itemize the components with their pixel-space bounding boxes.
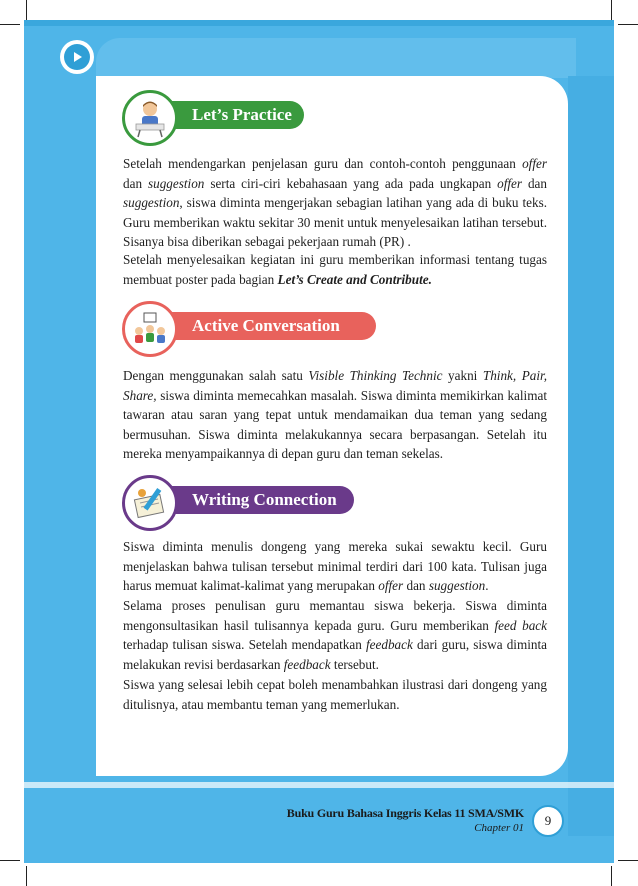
student-reading-icon bbox=[122, 90, 178, 146]
paragraph bbox=[123, 596, 547, 674]
text: tersebut. bbox=[330, 656, 379, 672]
italic-text: suggestion bbox=[123, 195, 180, 210]
footer-book-title: Buku Guru Bahasa Inggris Kelas 11 SMA/SMK bbox=[286, 806, 524, 820]
italic-text: feed back bbox=[494, 617, 547, 633]
text: terhadap tulisan siswa. Setelah mendapatkan bbox=[123, 637, 366, 652]
paragraph bbox=[123, 154, 547, 252]
italic-text: offer bbox=[522, 156, 547, 171]
section-title: Writing Connection bbox=[192, 490, 337, 509]
text: Selama proses penulisan guru memantau siswa bekerja. Siswa diminta mengonsultasikan hasil tulisannya kepada guru. Guru memberikan bbox=[123, 598, 547, 633]
paragraph bbox=[123, 675, 547, 714]
crop-mark bbox=[618, 24, 638, 25]
text: . bbox=[485, 578, 489, 593]
text: Siswa yang selesai lebih cepat boleh menambahkan ilustrasi dari dongeng yang ditulisnya, atau membantu teman yang memerlukan. bbox=[123, 677, 547, 712]
text: dan bbox=[403, 578, 429, 593]
text: serta ciri-ciri kebahasaan yang ada pada ungkapan bbox=[204, 175, 498, 191]
writing-tools-icon bbox=[122, 475, 178, 531]
crop-mark bbox=[611, 0, 612, 20]
crop-mark bbox=[0, 24, 20, 25]
italic-text: Visible Thinking Technic bbox=[308, 368, 443, 383]
section-title: Active Conversation bbox=[192, 316, 340, 335]
text: Siswa diminta menulis dongeng yang mereka sukai sewaktu kecil. Guru menjelaskan bahwa tulisan tersebut minimal terdiri dari 100 kata. Tulisan juga harus memuat kalimat-kalimat yang merupakan bbox=[123, 539, 547, 593]
frame-top-band bbox=[24, 20, 614, 26]
section-title: Let’s Practice bbox=[192, 105, 292, 124]
section-active-conversation bbox=[122, 303, 376, 363]
italic-text: feedback bbox=[283, 656, 331, 672]
crop-mark bbox=[26, 866, 27, 886]
bottom-divider bbox=[24, 782, 614, 788]
text: Dengan menggunakan salah satu bbox=[123, 368, 309, 383]
italic-text: Think, Pair, Share, bbox=[123, 368, 547, 403]
paragraph bbox=[123, 537, 547, 596]
italic-text: offer bbox=[378, 578, 404, 593]
bold-italic-text: Let’s Create and Contribute. bbox=[277, 271, 432, 287]
italic-text: feedback bbox=[366, 637, 413, 652]
text: Setelah mendengarkan penjelasan guru dan contoh-contoh penggunaan bbox=[123, 156, 523, 171]
page-number: 9 bbox=[532, 805, 564, 837]
text: dan bbox=[522, 175, 547, 191]
paragraph bbox=[123, 366, 547, 464]
footer-chapter: Chapter 01 bbox=[474, 822, 524, 834]
crop-mark bbox=[618, 860, 638, 861]
crop-mark bbox=[0, 860, 20, 861]
students-discussion-icon bbox=[122, 301, 178, 357]
right-strip bbox=[568, 76, 614, 836]
paragraph bbox=[123, 250, 547, 289]
text: yakni bbox=[442, 368, 483, 383]
text: Setelah menyelesaikan kegiatan ini guru memberikan informasi tentang tugas membuat poster pada bagian bbox=[123, 252, 547, 287]
play-arrow-button[interactable] bbox=[60, 40, 94, 74]
text: dari guru, siswa diminta melakukan revisi berdasarkan bbox=[123, 637, 547, 672]
italic-text: suggestion bbox=[428, 578, 486, 593]
section-writing-connection bbox=[122, 477, 354, 537]
crop-mark bbox=[26, 0, 27, 20]
text: dan bbox=[123, 175, 148, 191]
crop-mark bbox=[611, 866, 612, 886]
text: siswa diminta memecahkan masalah. Siswa diminta memikirkan kalimat tawaran atau saran yang tepat untuk mendamaikan dua teman yang sedang bermusuhan. Siswa diminta melakukannya secara berpasangan. Setelah itu mereka menyampaikannya di depan guru dan teman sekelas. bbox=[123, 387, 547, 461]
header-tab bbox=[96, 38, 576, 78]
italic-text: offer bbox=[497, 175, 523, 191]
italic-text: suggestion bbox=[147, 175, 205, 191]
play-arrow-icon bbox=[64, 44, 90, 70]
section-lets-practice bbox=[122, 92, 304, 152]
text: , siswa diminta mengerjakan sebagian latihan yang ada di buku teks. Guru memberikan waktu sekitar 30 menit untuk menyelesaikan latihan tersebut. Sisanya bisa diberikan sebagai pekerjaan rumah (PR) . bbox=[123, 195, 547, 249]
